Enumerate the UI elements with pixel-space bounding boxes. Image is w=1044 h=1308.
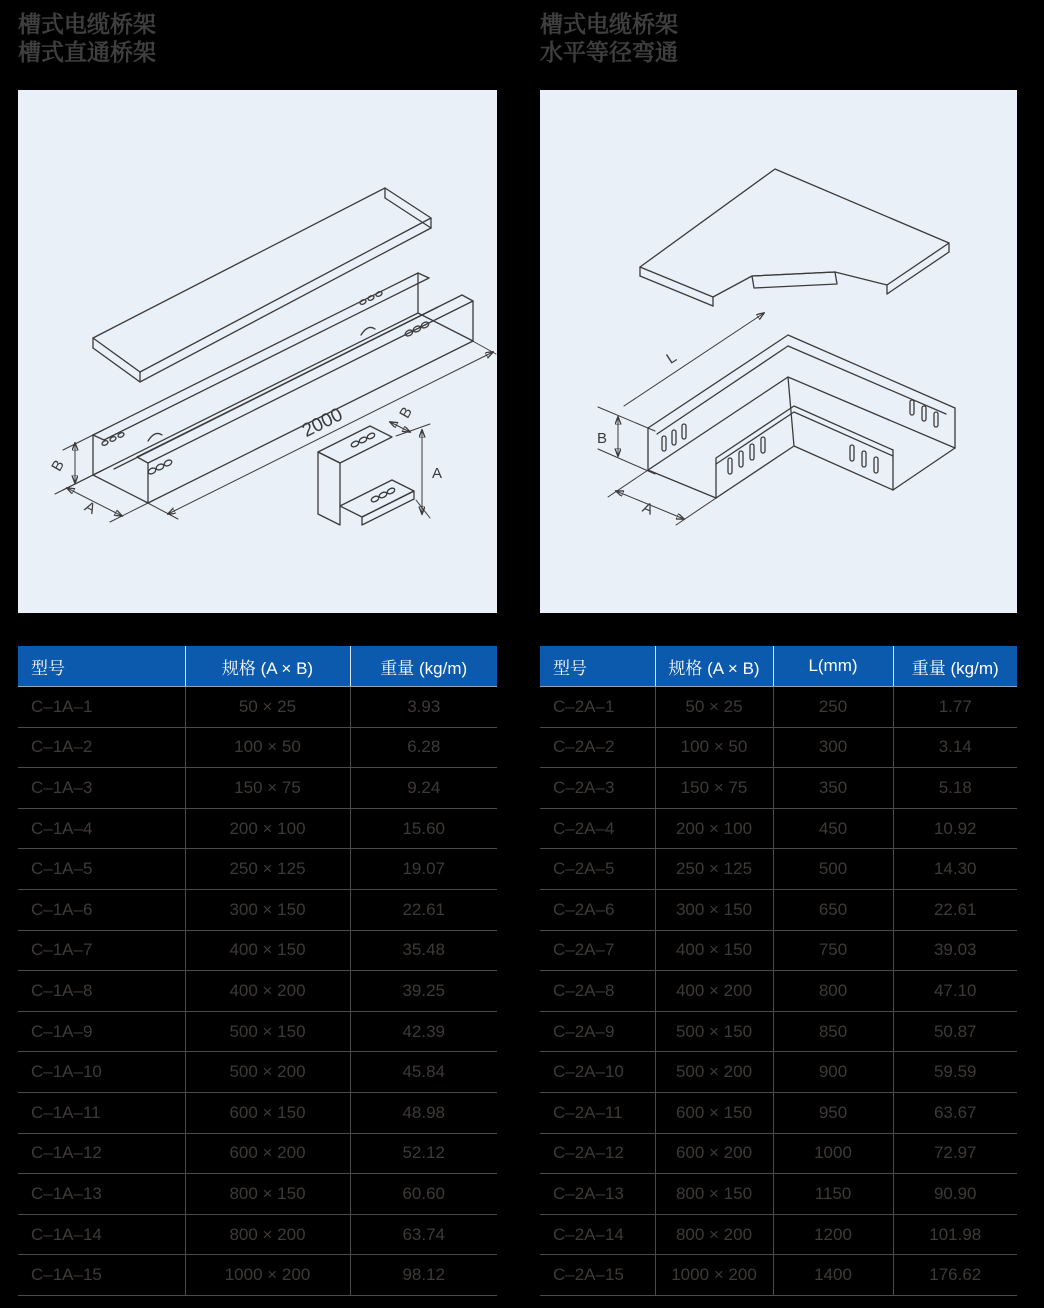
model-cell: C–2A–11 (540, 1092, 655, 1133)
value-cell: 22.61 (893, 889, 1017, 930)
dim-a-label: A (81, 498, 99, 518)
value-cell: 45.84 (350, 1052, 497, 1093)
table-row (540, 1133, 1017, 1174)
table-row (18, 889, 497, 930)
model-cell: C–2A–1 (540, 687, 655, 728)
table-row (540, 849, 1017, 890)
value-cell: 1000 (773, 1133, 893, 1174)
section-dim-a-label: A (432, 465, 443, 482)
value-cell: 1150 (773, 1174, 893, 1215)
table-row (18, 1174, 497, 1215)
table-row (540, 889, 1017, 930)
table-row (540, 1011, 1017, 1052)
table-row (18, 687, 497, 728)
table-row (540, 768, 1017, 809)
model-cell: C–2A–9 (540, 1011, 655, 1052)
right-table-header-row (540, 646, 1017, 687)
value-cell: 200 × 100 (185, 808, 350, 849)
model-cell: C–1A–4 (18, 808, 185, 849)
value-cell: 800 × 200 (655, 1214, 773, 1255)
model-cell: C–1A–13 (18, 1174, 185, 1215)
table-row (18, 808, 497, 849)
model-cell: C–1A–5 (18, 849, 185, 890)
value-cell: 250 × 125 (655, 849, 773, 890)
value-cell: 63.67 (893, 1092, 1017, 1133)
model-cell: C–1A–11 (18, 1092, 185, 1133)
value-cell: 850 (773, 1011, 893, 1052)
value-cell: 42.39 (350, 1011, 497, 1052)
table-row (18, 930, 497, 971)
table-row (18, 768, 497, 809)
value-cell: 63.74 (350, 1214, 497, 1255)
table-row (18, 1011, 497, 1052)
value-cell: 150 × 75 (655, 768, 773, 809)
value-cell: 35.48 (350, 930, 497, 971)
model-cell: C–2A–2 (540, 727, 655, 768)
model-cell: C–1A–8 (18, 971, 185, 1012)
value-cell: 750 (773, 930, 893, 971)
column-header: 重量 (kg/m) (893, 646, 1017, 687)
model-cell: C–2A–7 (540, 930, 655, 971)
model-cell: C–2A–4 (540, 808, 655, 849)
value-cell: 39.03 (893, 930, 1017, 971)
value-cell: 300 × 150 (655, 889, 773, 930)
table-row (18, 1214, 497, 1255)
table-row (18, 1092, 497, 1133)
value-cell: 15.60 (350, 808, 497, 849)
table-row (18, 1133, 497, 1174)
value-cell: 150 × 75 (185, 768, 350, 809)
left-section-titles (18, 10, 156, 66)
value-cell: 59.59 (893, 1052, 1017, 1093)
section-dim-b-label: B (396, 404, 416, 422)
value-cell: 600 × 150 (185, 1092, 350, 1133)
value-cell: 50.87 (893, 1011, 1017, 1052)
column-header: 规格 (A × B) (655, 646, 773, 687)
section-subtitle: 水平等径弯通 (540, 39, 678, 65)
value-cell: 48.98 (350, 1092, 497, 1133)
value-cell: 500 × 200 (655, 1052, 773, 1093)
value-cell: 19.07 (350, 849, 497, 890)
left-spec-table (18, 646, 497, 1296)
model-cell: C–1A–9 (18, 1011, 185, 1052)
value-cell: 60.60 (350, 1174, 497, 1215)
value-cell: 6.28 (350, 727, 497, 768)
b-dimension (48, 430, 103, 490)
value-cell: 5.18 (893, 768, 1017, 809)
table-row (18, 1052, 497, 1093)
value-cell: 9.24 (350, 768, 497, 809)
straight-tray-drawing (18, 90, 497, 613)
value-cell: 98.12 (350, 1255, 497, 1296)
table-row (540, 808, 1017, 849)
model-cell: C–1A–12 (18, 1133, 185, 1174)
left-drawing-panel (18, 90, 497, 613)
model-cell: C–1A–2 (18, 727, 185, 768)
value-cell: 101.98 (893, 1214, 1017, 1255)
value-cell: 650 (773, 889, 893, 930)
column-header: 重量 (kg/m) (350, 646, 497, 687)
value-cell: 500 (773, 849, 893, 890)
value-cell: 500 × 200 (185, 1052, 350, 1093)
value-cell: 250 (773, 687, 893, 728)
column-header: 型号 (540, 646, 655, 687)
model-cell: C–2A–6 (540, 889, 655, 930)
value-cell: 39.25 (350, 971, 497, 1012)
model-cell: C–1A–1 (18, 687, 185, 728)
table-row (540, 687, 1017, 728)
value-cell: 1400 (773, 1255, 893, 1296)
dim-b-label: B (596, 430, 608, 447)
value-cell: 3.93 (350, 687, 497, 728)
section-title: 槽式电缆桥架 (18, 11, 156, 37)
value-cell: 500 × 150 (655, 1011, 773, 1052)
bend-cover (640, 169, 949, 306)
value-cell: 14.30 (893, 849, 1017, 890)
value-cell: 47.10 (893, 971, 1017, 1012)
table-row (540, 1092, 1017, 1133)
table-row (540, 971, 1017, 1012)
value-cell: 72.97 (893, 1133, 1017, 1174)
value-cell: 10.92 (893, 808, 1017, 849)
value-cell: 176.62 (893, 1255, 1017, 1296)
column-header: L(mm) (773, 646, 893, 687)
value-cell: 400 × 200 (185, 971, 350, 1012)
a-dimension (55, 472, 154, 522)
value-cell: 100 × 50 (185, 727, 350, 768)
value-cell: 50 × 25 (655, 687, 773, 728)
model-cell: C–1A–3 (18, 768, 185, 809)
table-row (18, 727, 497, 768)
value-cell: 90.90 (893, 1174, 1017, 1215)
model-cell: C–2A–10 (540, 1052, 655, 1093)
value-cell: 600 × 150 (655, 1092, 773, 1133)
table-row (18, 971, 497, 1012)
value-cell: 600 × 200 (655, 1133, 773, 1174)
a-dimension (608, 462, 728, 525)
value-cell: 1000 × 200 (655, 1255, 773, 1296)
value-cell: 800 × 200 (185, 1214, 350, 1255)
column-header: 规格 (A × B) (185, 646, 350, 687)
perforation-holes (101, 291, 430, 475)
value-cell: 50 × 25 (185, 687, 350, 728)
value-cell: 300 × 150 (185, 889, 350, 930)
value-cell: 200 × 100 (655, 808, 773, 849)
model-cell: C–2A–3 (540, 768, 655, 809)
value-cell: 450 (773, 808, 893, 849)
table-row (540, 1052, 1017, 1093)
horizontal-bend-drawing (540, 90, 1017, 613)
model-cell: C–2A–12 (540, 1133, 655, 1174)
value-cell: 900 (773, 1052, 893, 1093)
value-cell: 1.77 (893, 687, 1017, 728)
dim-l-label: L (663, 348, 680, 368)
table-row (540, 930, 1017, 971)
value-cell: 3.14 (893, 727, 1017, 768)
model-cell: C–2A–14 (540, 1214, 655, 1255)
perforation-slots (662, 400, 938, 474)
model-cell: C–2A–15 (540, 1255, 655, 1296)
dim-length-label: 2000 (298, 404, 347, 442)
value-cell: 800 × 150 (185, 1174, 350, 1215)
value-cell: 800 (773, 971, 893, 1012)
value-cell: 500 × 150 (185, 1011, 350, 1052)
table-row (18, 849, 497, 890)
value-cell: 1000 × 200 (185, 1255, 350, 1296)
dim-a-label: A (639, 499, 656, 519)
model-cell: C–1A–15 (18, 1255, 185, 1296)
value-cell: 100 × 50 (655, 727, 773, 768)
table-row (540, 1214, 1017, 1255)
value-cell: 52.12 (350, 1133, 497, 1174)
value-cell: 800 × 150 (655, 1174, 773, 1215)
value-cell: 400 × 150 (185, 930, 350, 971)
b-dimension (597, 407, 655, 474)
tray-cover (93, 188, 431, 382)
model-cell: C–1A–6 (18, 889, 185, 930)
value-cell: 400 × 150 (655, 930, 773, 971)
value-cell: 600 × 200 (185, 1133, 350, 1174)
model-cell: C–1A–7 (18, 930, 185, 971)
value-cell: 350 (773, 768, 893, 809)
section-title: 槽式电缆桥架 (540, 11, 678, 37)
right-spec-table (540, 646, 1017, 1296)
value-cell: 1200 (773, 1214, 893, 1255)
model-cell: C–1A–10 (18, 1052, 185, 1093)
model-cell: C–2A–5 (540, 849, 655, 890)
value-cell: 400 × 200 (655, 971, 773, 1012)
value-cell: 300 (773, 727, 893, 768)
value-cell: 22.61 (350, 889, 497, 930)
model-cell: C–1A–14 (18, 1214, 185, 1255)
tray-body (93, 273, 473, 503)
value-cell: 950 (773, 1092, 893, 1133)
left-table-header-row (18, 646, 497, 687)
section-subtitle: 槽式直通桥架 (18, 39, 156, 65)
right-drawing-panel (540, 90, 1017, 613)
table-row (18, 1255, 497, 1296)
table-row (540, 727, 1017, 768)
l-dimension (624, 313, 764, 406)
model-cell: C–2A–13 (540, 1174, 655, 1215)
column-header: 型号 (18, 646, 185, 687)
right-section-titles (540, 10, 678, 66)
value-cell: 250 × 125 (185, 849, 350, 890)
table-row (540, 1174, 1017, 1215)
dim-b-label: B (48, 457, 68, 475)
table-row (540, 1255, 1017, 1296)
model-cell: C–2A–8 (540, 971, 655, 1012)
